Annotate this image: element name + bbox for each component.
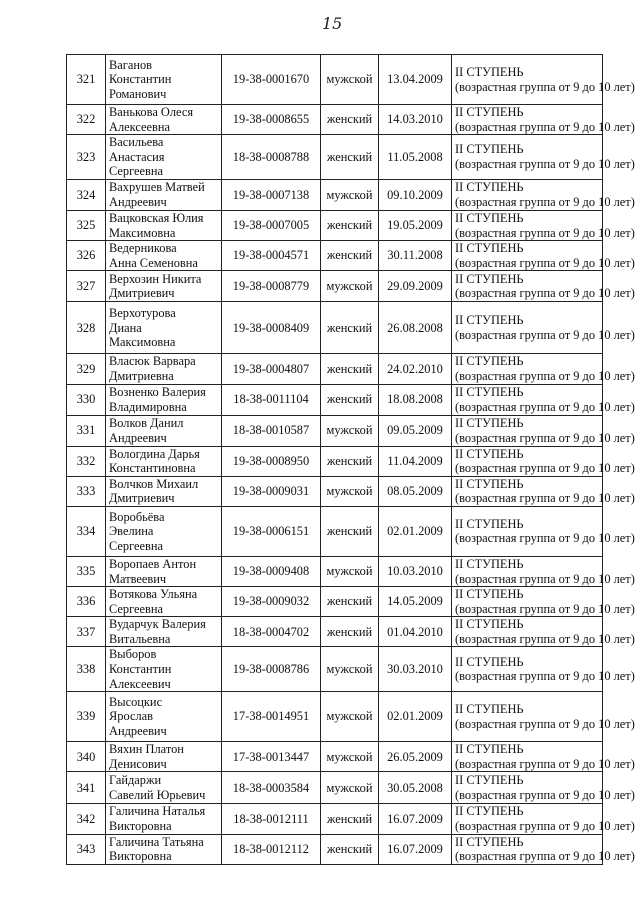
- participant-name: Вяхин Платон Денисович: [106, 742, 222, 772]
- participant-id: 19-38-0009031: [222, 476, 321, 506]
- participant-id: 17-38-0013447: [222, 742, 321, 772]
- participant-gender: женский: [321, 210, 379, 240]
- participant-name: Галичина Татьяна Викторовна: [106, 834, 222, 864]
- birth-date: 30.11.2008: [379, 241, 452, 271]
- participant-gender: женский: [321, 617, 379, 647]
- participant-name: Ванькова Олеся Алексеевна: [106, 105, 222, 135]
- birth-date: 26.05.2009: [379, 742, 452, 772]
- participant-name: Верхотурова Диана Максимовна: [106, 302, 222, 354]
- participant-id: 19-38-0007005: [222, 210, 321, 240]
- participant-name: Возненко Валерия Владимировна: [106, 384, 222, 415]
- birth-date: 16.07.2009: [379, 834, 452, 864]
- participant-name: Вологдина Дарья Константиновна: [106, 446, 222, 476]
- table-row: [67, 271, 603, 302]
- participant-gender: женский: [321, 804, 379, 834]
- row-number: 332: [67, 446, 106, 476]
- row-number: 327: [67, 271, 106, 302]
- participant-id: 19-38-0007138: [222, 179, 321, 210]
- participant-id: 19-38-0008950: [222, 446, 321, 476]
- participant-id: 19-38-0008409: [222, 302, 321, 354]
- table-row: [67, 179, 603, 210]
- test-level: II СТУПЕНЬ (возрастная группа от 9 до 10 лет): [452, 354, 603, 384]
- row-number: 325: [67, 210, 106, 240]
- birth-date: 14.03.2010: [379, 105, 452, 135]
- test-level: II СТУПЕНЬ (возрастная группа от 9 до 10 лет): [452, 506, 603, 556]
- birth-date: 11.05.2008: [379, 135, 452, 180]
- row-number: 321: [67, 55, 106, 105]
- table-row: [67, 55, 603, 105]
- participant-name: Волчков Михаил Дмитриевич: [106, 476, 222, 506]
- participant-name: Гайдаржи Савелий Юрьевич: [106, 772, 222, 804]
- birth-date: 30.03.2010: [379, 647, 452, 692]
- birth-date: 29.09.2009: [379, 271, 452, 302]
- birth-date: 26.08.2008: [379, 302, 452, 354]
- participant-id: 19-38-0008655: [222, 105, 321, 135]
- birth-date: 24.02.2010: [379, 354, 452, 384]
- participant-gender: мужской: [321, 179, 379, 210]
- participant-gender: мужской: [321, 742, 379, 772]
- test-level: II СТУПЕНЬ (возрастная группа от 9 до 10 лет): [452, 179, 603, 210]
- participant-gender: женский: [321, 384, 379, 415]
- participant-id: 19-38-0004807: [222, 354, 321, 384]
- table-row: [67, 692, 603, 742]
- participant-id: 18-38-0004702: [222, 617, 321, 647]
- table-row: [67, 415, 603, 446]
- row-number: 338: [67, 647, 106, 692]
- participant-name: Васильева Анастасия Сергеевна: [106, 135, 222, 180]
- participant-gender: женский: [321, 105, 379, 135]
- row-number: 342: [67, 804, 106, 834]
- participant-name: Вударчук Валерия Витальевна: [106, 617, 222, 647]
- birth-date: 10.03.2010: [379, 556, 452, 586]
- test-level: II СТУПЕНЬ (возрастная группа от 9 до 10 лет): [452, 55, 603, 105]
- test-level: II СТУПЕНЬ (возрастная группа от 9 до 10 лет): [452, 241, 603, 271]
- participant-name: Галичина Наталья Викторовна: [106, 804, 222, 834]
- participant-name: Выборов Константин Алексеевич: [106, 647, 222, 692]
- participant-name: Ваганов Константин Романович: [106, 55, 222, 105]
- participant-id: 19-38-0006151: [222, 506, 321, 556]
- participant-name: Волков Данил Андреевич: [106, 415, 222, 446]
- test-level: II СТУПЕНЬ (возрастная группа от 9 до 10 лет): [452, 834, 603, 864]
- participant-id: 18-38-0010587: [222, 415, 321, 446]
- participant-gender: женский: [321, 506, 379, 556]
- table-row: [67, 587, 603, 617]
- row-number: 341: [67, 772, 106, 804]
- participant-gender: мужской: [321, 692, 379, 742]
- test-level: II СТУПЕНЬ (возрастная группа от 9 до 10 лет): [452, 446, 603, 476]
- birth-date: 16.07.2009: [379, 804, 452, 834]
- participant-id: 18-38-0012112: [222, 834, 321, 864]
- test-level: II СТУПЕНЬ (возрастная группа от 9 до 10 лет): [452, 647, 603, 692]
- participant-gender: мужской: [321, 772, 379, 804]
- participant-id: 18-38-0008788: [222, 135, 321, 180]
- participant-name: Власюк Варвара Дмитриевна: [106, 354, 222, 384]
- test-level: II СТУПЕНЬ (возрастная группа от 9 до 10 лет): [452, 271, 603, 302]
- birth-date: 02.01.2009: [379, 692, 452, 742]
- participant-gender: женский: [321, 446, 379, 476]
- table-row: [67, 210, 603, 240]
- test-level: II СТУПЕНЬ (возрастная группа от 9 до 10 лет): [452, 617, 603, 647]
- participant-id: 18-38-0011104: [222, 384, 321, 415]
- test-level: II СТУПЕНЬ (возрастная группа от 9 до 10 лет): [452, 105, 603, 135]
- test-level: II СТУПЕНЬ (возрастная группа от 9 до 10 лет): [452, 804, 603, 834]
- participants-table-body: [67, 55, 635, 865]
- participant-gender: мужской: [321, 476, 379, 506]
- test-level: II СТУПЕНЬ (возрастная группа от 9 до 10 лет): [452, 742, 603, 772]
- participant-gender: мужской: [321, 55, 379, 105]
- row-number: 324: [67, 179, 106, 210]
- test-level: II СТУПЕНЬ (возрастная группа от 9 до 10 лет): [452, 135, 603, 180]
- row-number: 331: [67, 415, 106, 446]
- participant-gender: женский: [321, 354, 379, 384]
- participant-id: 19-38-0009408: [222, 556, 321, 586]
- row-number: 336: [67, 587, 106, 617]
- test-level: II СТУПЕНЬ (возрастная группа от 9 до 10 лет): [452, 772, 603, 804]
- participant-name: Верхозин Никита Дмитриевич: [106, 271, 222, 302]
- table-row: [67, 647, 603, 692]
- birth-date: 08.05.2009: [379, 476, 452, 506]
- table-row: [67, 446, 603, 476]
- birth-date: 09.05.2009: [379, 415, 452, 446]
- table-row: [67, 105, 603, 135]
- table-row: [67, 302, 603, 354]
- participant-name: Вацковская Юлия Максимовна: [106, 210, 222, 240]
- participant-gender: мужской: [321, 415, 379, 446]
- participant-id: 18-38-0012111: [222, 804, 321, 834]
- participant-gender: женский: [321, 587, 379, 617]
- row-number: 323: [67, 135, 106, 180]
- test-level: II СТУПЕНЬ (возрастная группа от 9 до 10 лет): [452, 415, 603, 446]
- participant-id: 18-38-0003584: [222, 772, 321, 804]
- participant-id: 19-38-0009032: [222, 587, 321, 617]
- participant-gender: мужской: [321, 647, 379, 692]
- row-number: 340: [67, 742, 106, 772]
- row-number: 328: [67, 302, 106, 354]
- test-level: II СТУПЕНЬ (возрастная группа от 9 до 10 лет): [452, 556, 603, 586]
- participant-name: Воропаев Антон Матвеевич: [106, 556, 222, 586]
- table-row: [67, 135, 603, 180]
- participants-table: [66, 54, 635, 865]
- participant-gender: женский: [321, 241, 379, 271]
- birth-date: 30.05.2008: [379, 772, 452, 804]
- participant-name: Высоцкис Ярослав Андреевич: [106, 692, 222, 742]
- row-number: 322: [67, 105, 106, 135]
- table-row: [67, 384, 603, 415]
- test-level: II СТУПЕНЬ (возрастная группа от 9 до 10 лет): [452, 384, 603, 415]
- birth-date: 13.04.2009: [379, 55, 452, 105]
- table-row: [67, 742, 603, 772]
- table-row: [67, 556, 603, 586]
- test-level: II СТУПЕНЬ (возрастная группа от 9 до 10 лет): [452, 476, 603, 506]
- participant-id: 17-38-0014951: [222, 692, 321, 742]
- birth-date: 18.08.2008: [379, 384, 452, 415]
- table-row: [67, 772, 603, 804]
- participant-gender: женский: [321, 302, 379, 354]
- table-row: [67, 804, 603, 834]
- row-number: 326: [67, 241, 106, 271]
- table-row: [67, 506, 603, 556]
- birth-date: 09.10.2009: [379, 179, 452, 210]
- participant-id: 19-38-0008786: [222, 647, 321, 692]
- participant-gender: женский: [321, 834, 379, 864]
- birth-date: 19.05.2009: [379, 210, 452, 240]
- table-row: [67, 354, 603, 384]
- test-level: II СТУПЕНЬ (возрастная группа от 9 до 10 лет): [452, 587, 603, 617]
- row-number: 335: [67, 556, 106, 586]
- participant-name: Вотякова Ульяна Сергеевна: [106, 587, 222, 617]
- test-level: II СТУПЕНЬ (возрастная группа от 9 до 10 лет): [452, 692, 603, 742]
- test-level: II СТУПЕНЬ (возрастная группа от 9 до 10 лет): [452, 210, 603, 240]
- row-number: 330: [67, 384, 106, 415]
- page-number: 15: [322, 14, 343, 33]
- participant-gender: женский: [321, 135, 379, 180]
- row-number: 329: [67, 354, 106, 384]
- birth-date: 14.05.2009: [379, 587, 452, 617]
- participant-gender: мужской: [321, 271, 379, 302]
- participant-id: 19-38-0008779: [222, 271, 321, 302]
- participant-id: 19-38-0004571: [222, 241, 321, 271]
- participant-name: Воробьёва Эвелина Сергеевна: [106, 506, 222, 556]
- birth-date: 11.04.2009: [379, 446, 452, 476]
- row-number: 337: [67, 617, 106, 647]
- test-level: II СТУПЕНЬ (возрастная группа от 9 до 10 лет): [452, 302, 603, 354]
- table-row: [67, 617, 603, 647]
- row-number: 334: [67, 506, 106, 556]
- table-row: [67, 476, 603, 506]
- birth-date: 02.01.2009: [379, 506, 452, 556]
- table-row: [67, 834, 603, 864]
- birth-date: 01.04.2010: [379, 617, 452, 647]
- row-number: 343: [67, 834, 106, 864]
- participant-name: Вахрушев Матвей Андреевич: [106, 179, 222, 210]
- table-row: [67, 241, 603, 271]
- participant-id: 19-38-0001670: [222, 55, 321, 105]
- row-number: 339: [67, 692, 106, 742]
- participant-name: Ведерникова Анна Семеновна: [106, 241, 222, 271]
- participant-gender: мужской: [321, 556, 379, 586]
- row-number: 333: [67, 476, 106, 506]
